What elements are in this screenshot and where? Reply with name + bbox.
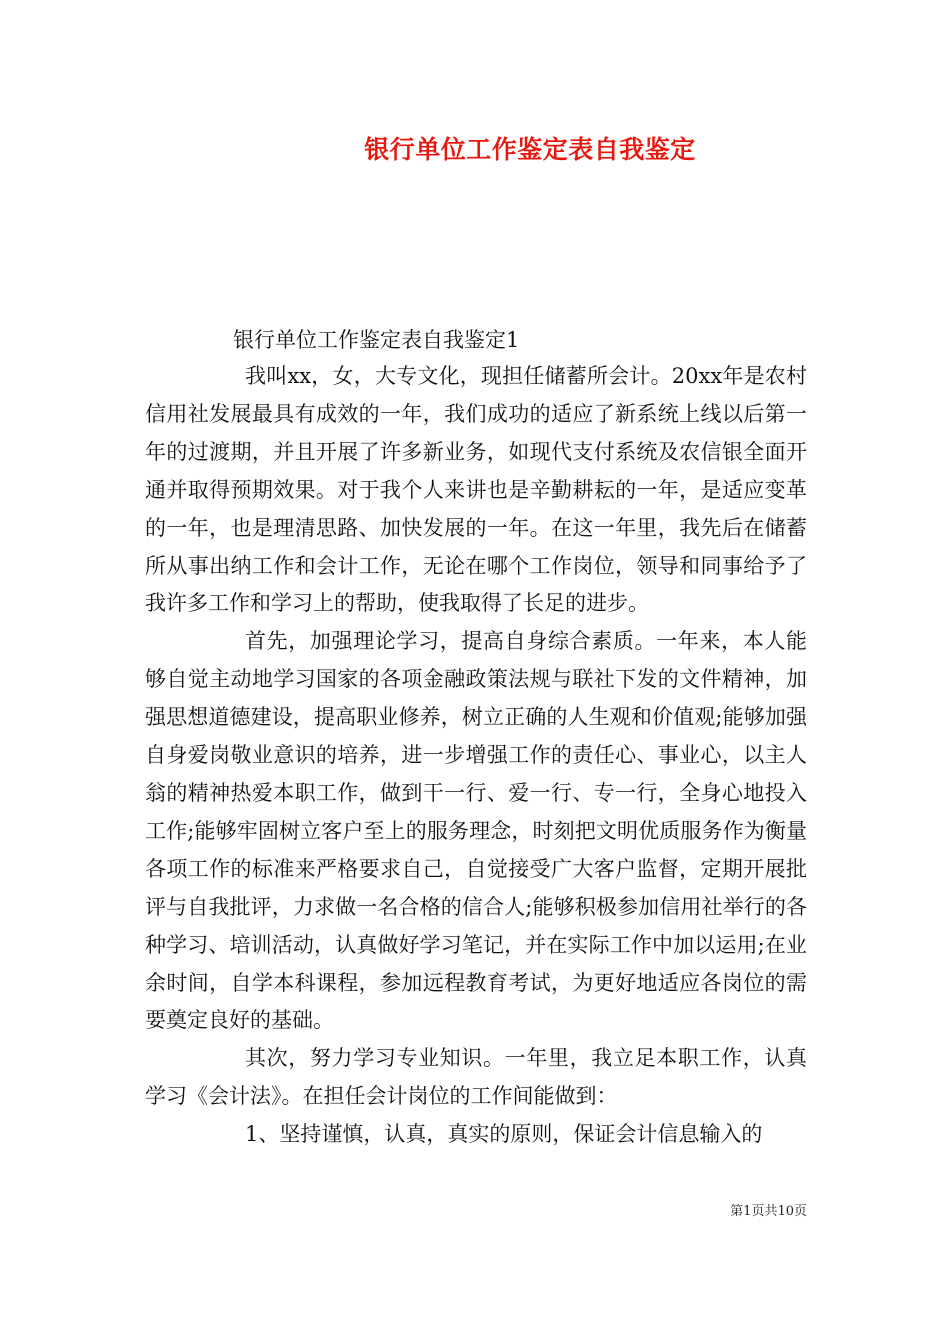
paragraph-list-item-1: 1、坚持谨慎，认真，真实的原则，保证会计信息输入的 [245,1122,763,1147]
document-body [145,358,807,1154]
paragraph-professional-study: 其次，努力学习专业知识。一年里，我立足本职工作，认真学习《会计法》。在担任会计岗位的工作间能做到： [145,1046,807,1109]
document-title: 银行单位工作鉴定表自我鉴定 [364,135,696,164]
paragraph-intro: 我叫xx，女，大专文化，现担任储蓄所会计。20xx年是农村信用社发展最具有成效的一年，我们成功的适应了新系统上线以后第一年的过渡期，并且开展了许多新业务，如现代支付系统及农信银全面开通并取得预期效果。对于我个人来讲也是辛勤耕耘的一年，是适应变革的一年，也是理清思路、加快发展的一年。在这一年里，我先后在储蓄所从事出纳工作和会计工作，无论在哪个工作岗位，领导和同事给予了我许多工作和学习上的帮助，使我取得了长足的进步。 [145,364,807,616]
page-number-footer: 第1页共10页 [730,1204,807,1219]
section-heading: 银行单位工作鉴定表自我鉴定1 [233,328,520,352]
paragraph-theory-study: 首先，加强理论学习，提高自身综合素质。一年来，本人能够自觉主动地学习国家的各项金融政策法规与联社下发的文件精神，加强思想道德建设，提高职业修养，树立正确的人生观和价值观;能够加强自身爱岗敬业意识的培养，进一步增强工作的责任心、事业心，以主人翁的精神热爱本职工作，做到干一行、爱一行、专一行，全身心地投入工作;能够牢固树立客户至上的服务理念，时刻把文明优质服务作为衡量各项工作的标准来严格要求自己，自觉接受广大客户监督，定期开展批评与自我批评，力求做一名合格的信合人;能够积极参加信用社举行的各种学习、培训活动，认真做好学习笔记，并在实际工作中加以运用;在业余时间，自学本科课程，参加远程教育考试，为更好地适应各岗位的需要奠定良好的基础。 [145,629,807,1033]
